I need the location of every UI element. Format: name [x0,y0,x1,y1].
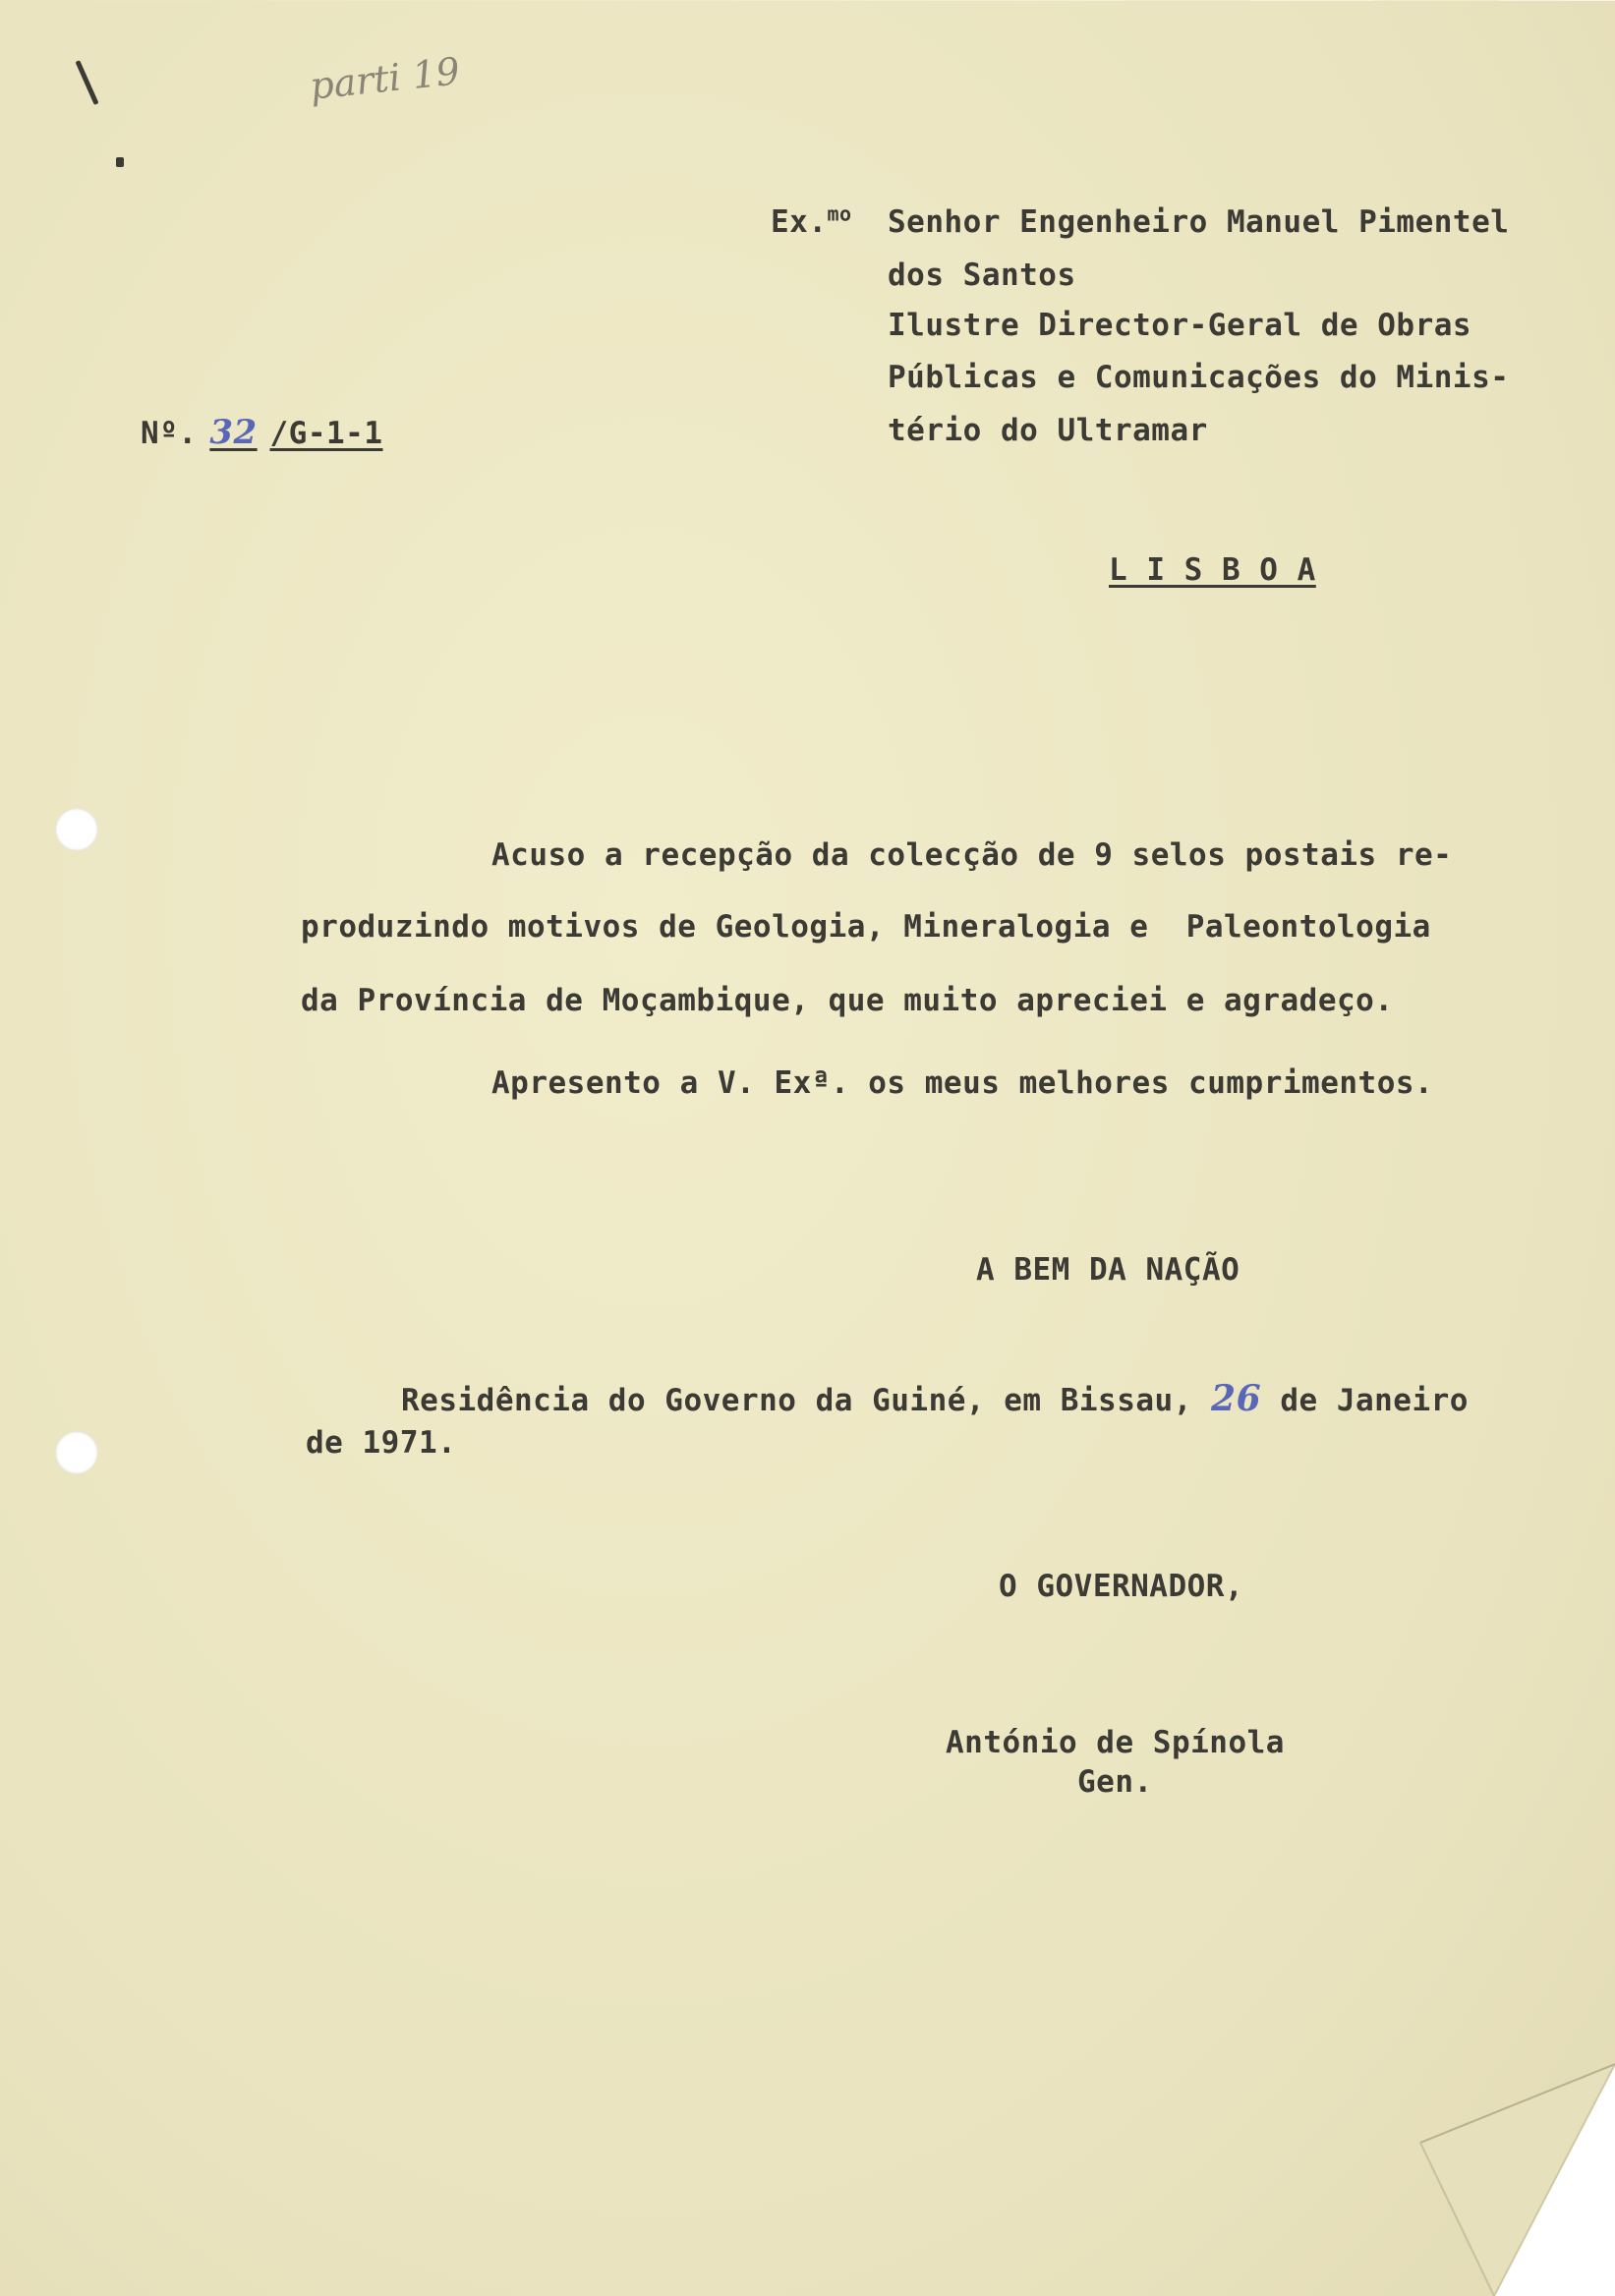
punch-hole-bottom [55,1431,98,1474]
punch-hole-top [55,808,98,851]
body-line: da Província de Moçambique, que muito apreciei e agradeço. [301,983,1394,1018]
reference-number: Nº. 32 /G-1-1 [141,413,383,452]
salutation: Ex.$^{mo}$ [771,201,852,240]
addressee-line: tério do Ultramar [888,413,1208,448]
pencil-note: parti 19 [308,49,462,108]
addressee-line: Senhor Engenheiro Manuel Pimentel [888,204,1510,240]
ink-mark-top [75,60,98,105]
body-line: produzindo motivos de Geologia, Mineralogia e Paleontologia [301,909,1431,945]
addressee-line: dos Santos [888,258,1076,293]
addressee-line: Ilustre Director-Geral de Obras [888,308,1472,343]
place-date-year: de 1971. [306,1425,457,1461]
signature-rank: Gen. [1077,1764,1153,1800]
place-date: Residência do Governo da Guiné, em Bissau, 26 de Janeiro [401,1378,1469,1419]
ink-dot [116,157,124,167]
body-line: Acuso a recepção da colecção de 9 selos postais re- [491,837,1453,873]
handwritten-day: 26 [1211,1378,1262,1419]
signature-name: António de Spínola [946,1725,1285,1760]
reference-handwritten-number: 32 [209,413,258,452]
signature-title: O GOVERNADOR, [999,1569,1244,1604]
destination-city: L I S B O A [1109,552,1316,588]
closing-formula: A BEM DA NAÇÃO [976,1252,1240,1288]
body-line: Apresento a V. Exª. os meus melhores cumprimentos. [491,1065,1434,1101]
addressee-line: Públicas e Comunicações do Minis- [888,360,1510,395]
